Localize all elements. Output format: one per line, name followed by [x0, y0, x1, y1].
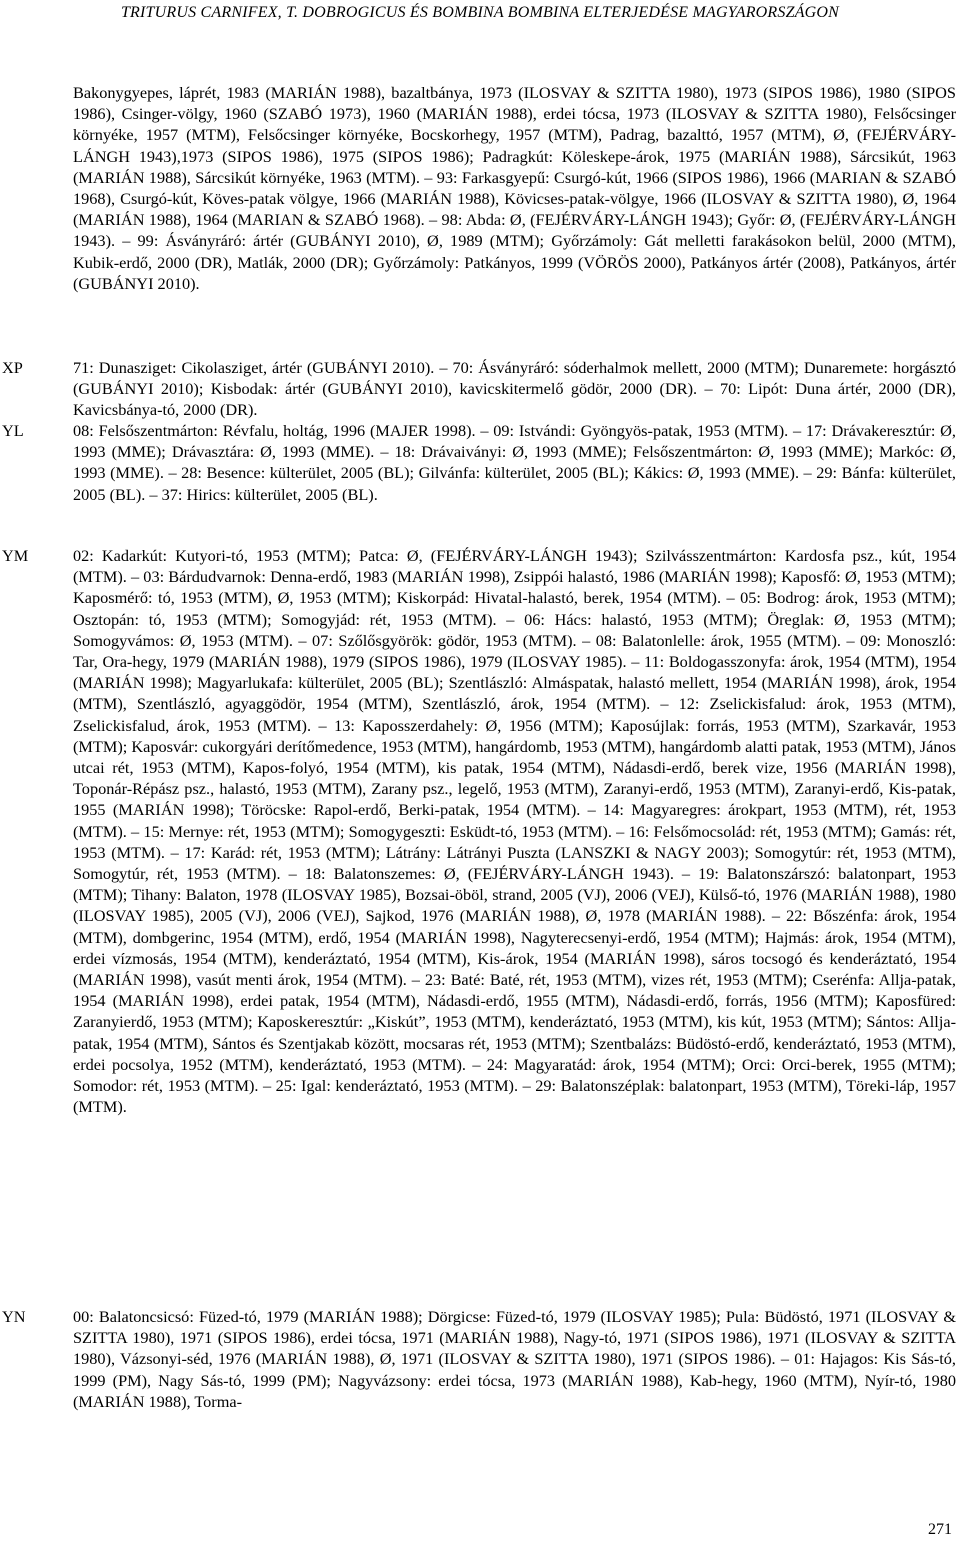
entry-text: 00: Balatoncsicsó: Füzed-tó, 1979 (MARIÁN 1988); Dörgicse: Füzed-tó, 1979 (ILOSVAY 1985); Pula: Büdöstó, 1971 (ILOSVAY & SZITTA 1980), 1971 (SIPOS 1986), erdei tócsa, 1971 (MARIÁN 1988), Nagy-tó, 1971 (SIPOS 1986), 1971 (ILOSVAY & SZITTA 1980), Vázsonyi-séd, 1976 (MARIÁN 1988), Ø, 1971 (ILOSVAY & SZITTA 1980), 1971 (SIPOS 1986). – 01: Hajagos: Kis Sás-tó, 1999 (PM), Nagy Sás-tó, 1999 (PM); Nagyvázsony: erdei tócsa, 1973 (MARIÁN 1988), Kab-hegy, 1960 (MTM), Nyír-tó, 1980 (MARIÁN 1988), Torma-	[73, 1307, 956, 1411]
grid-code: YN	[2, 1307, 26, 1326]
entry-text: 08: Felsőszentmárton: Révfalu, holtág, 1996 (MAJER 1998). – 09: Istvándi: Gyöngyös-patak, 1953 (MTM). – 17: Drávakeresztúr: Ø, 1993 (MME); Drávasztára: Ø, 1993 (MME). – 18: Drávaiványi: Ø, 1993 (MME); Felsőszentmárton: Ø, 1993 (MME); Markóc: Ø, 1993 (MME). – 28: Besence: külterület, 2005 (BL); Gilvánfa: külterület, 2005 (BL); Kákics: Ø, 1993 (MME). – 29: Bánfa: külterület, 2005 (BL). – 37: Hirics: külterület, 2005 (BL).	[73, 421, 956, 504]
running-header: TRITURUS CARNIFEX, T. DOBROGICUS ÉS BOMBINA BOMBINA ELTERJEDÉSE MAGYARORSZÁGON	[120, 4, 840, 21]
grid-code: XP	[2, 358, 23, 377]
grid-code: YL	[2, 421, 24, 440]
entry-text: Bakonygyepes, láprét, 1983 (MARIÁN 1988), bazaltbánya, 1973 (ILOSVAY & SZITTA 1980), 1973 (SIPOS 1986), 1980 (SIPOS 1986), Csinger-völgy, 1960 (SZABÓ 1973), 1960 (MARIÁN 1988), erdei tócsa, 1973 (ILOSVAY & SZITTA 1980), Felsőcsinger környéke, 1957 (MTM), Felsőcsinger környéke, Bocskorhegy, 1957 (MTM), Padrag, bazalttó, 1957 (MTM), Ø, (FEJÉRVÁRY-LÁNGH 1943),1973 (SIPOS 1986), 1975 (SIPOS 1986); Padragkút: Köleskepe-árok, 1975 (MARIÁN 1988), Sárcsikút, 1963 (MARIÁN 1988), Sárcsikút környéke, 1963 (MTM). – 93: Farkasgyepű: Csurgó-kút, 1966 (SIPOS 1986), 1966 (MARIAN & SZABÓ 1968), Csurgó-kút, Köves-patak völgye, 1966 (MARIÁN 1988), Kövicses-patak-völgye, 1966 (ILOSVAY & SZITTA 1980), Ø, 1964 (MARIÁN 1988), 1964 (MARIAN & SZABÓ 1968). – 98: Abda: Ø, (FEJÉRVÁRY-LÁNGH 1943); Győr: Ø, (FEJÉRVÁRY-LÁNGH 1943). – 99: Ásványráró: ártér (GUBÁNYI 2010), Ø, 1989 (MTM); Győrzámoly: Gát melletti farakásokon belül, 2000 (MTM), Kubik-erdő, 2000 (DR), Matlák, 2000 (DR); Győrzámoly: Patkányos, 1999 (VÖRÖS 2000), Patkányos ártér (2008), Patkányos, ártér (GUBÁNYI 2010).	[73, 83, 956, 293]
page-number: 271	[928, 1521, 952, 1538]
grid-code: YM	[2, 546, 29, 565]
entry-text: 02: Kadarkút: Kutyori-tó, 1953 (MTM); Patca: Ø, (FEJÉRVÁRY-LÁNGH 1943); Szilvásszentmárton: Kardosfa psz., kút, 1954 (MTM). – 03: Bárdudvarnok: Denna-erdő, 1983 (MARIÁN 1998), Zsippói halastó, 1986 (MARIÁN 1998); Kaposfő: Ø, 1953 (MTM); Kaposmérő: tó, 1953 (MTM), Ø, 1953 (MTM); Kiskorpád: Hivatal-halastó, berek, 1954 (MTM). – 05: Bodrog: árok, 1953 (MTM); Osztopán: tó, 1953 (MTM); Somogyjád: rét, 1953 (MTM). – 06: Hács: halastó, 1953 (MTM); Öreglak: Ø, 1953 (MTM); Somogyvámos: Ø, 1953 (MTM). – 07: Szőlősgyörök: gödör, 1953 (MTM). – 08: Balatonlelle: árok, 1955 (MTM). – 09: Monoszló: Tar, Ora-hegy, 1979 (MARIÁN 1988), 1979 (SIPOS 1986), 1979 (ILOSVAY 1985). – 11: Boldogasszonyfa: árok, 1954 (MTM), 1954 (MARIÁN 1998); Magyarlukafa: külterület, 2005 (BL); Szentlászló: Almáspatak, halastó mellett, 1954 (MARIÁN 1998), árok, 1954 (MTM), Szentlászló, agyaggödör, 1954 (MTM), Szentlászló, árok, 1954 (MTM). – 12: Zselickisfalud: árok, 1953 (MTM), Zselickisfalud, árok, 1953 (MTM). – 13: Kaposszerdahely: Ø, 1956 (MTM); Kaposújlak: forrás, 1953 (MTM), Szarkavár, 1953 (MTM); Kaposvár: cukorgyári derítőmedence, 1953 (MTM), hangárdomb, 1953 (MTM), hangárdomb alatti patak, 1953 (MTM), János utcai rét, 1953 (MTM), Kapos-folyó, 1954 (MTM), kis patak, 1954 (MTM), Nádasdi-erdő, berek vize, 1956 (MARIÁN 1998), Toponár-Répász psz., halastó, 1953 (MTM), Zarany psz., legelő, 1953 (MTM), Zaranyi-erdő, 1953 (MTM), Zaranyi-erdő, Kis-patak, 1955 (MARIÁN 1998); Töröcske: Rapol-erdő, Berki-patak, 1954 (MTM). – 14: Magyaregres: árokpart, 1953 (MTM), rét, 1953 (MTM). – 15: Mernye: rét, 1953 (MTM); Somogygeszti: Esküdt-tó, 1953 (MTM). – 16: Felsőmocsolád: rét, 1953 (MTM); Gamás: rét, 1953 (MTM). – 17: Karád: rét, 1953 (MTM); Látrány: Látrányi Puszta (LANSZKI & NAGY 2003); Somogytúr: rét, 1953 (MTM), Somogytúr, rét, 1953 (MTM). – 18: Balatonszemes: Ø, (FEJÉRVÁRY-LÁNGH 1943). – 19: Balatonszárszó: balatonpart, 1953 (MTM); Tihany: Balaton, 1978 (ILOSVAY 1985), Bozsai-öböl, strand, 2005 (VJ), 2006 (VEJ), Külső-tó, 1976 (MARIÁN 1988), 1980 (ILOSVAY 1985), 2005 (VJ), 2006 (VEJ), Sajkod, 1976 (MARIÁN 1988), Ø, 1978 (MARIÁN 1988). – 22: Bőszénfa: árok, 1954 (MTM), dombgerinc, 1954 (MTM), erdő, 1954 (MARIÁN 1998), Nagyterecsenyi-erdő, 1954 (MTM); Hajmás: árok, 1954 (MTM), erdei vízmosás, 1954 (MTM), kenderáztató, 1954 (MTM), Kis-árok, 1954 (MARIÁN 1998), sáros tocsogó és kenderáztató, 1954 (MARIÁN 1998), vasút menti árok, 1954 (MTM). – 23: Baté: Baté, rét, 1953 (MTM), vizes rét, 1953 (MTM); Cserénfa: Allja-patak, 1954 (MARIÁN 1998), erdei patak, 1954 (MTM), Nádasdi-erdő, 1955 (MTM), Nádasdi-erdő, forrás, 1956 (MTM); Kaposfüred: Zaranyierdő, 1953 (MTM); Kaposkeresztúr: „Kiskút”, 1953 (MTM), kenderáztató, 1953 (MTM), kis kút, 1953 (MTM); Sántos: Allja-patak, 1954 (MTM), Sántos és Szentjakab között, mocsaras rét, 1953 (MTM); Szentbalázs: Büdöstó-erdő, kenderáztató, 1953 (MTM), erdei pocsolya, 1952 (MTM), kenderáztató, 1953 (MTM). – 24: Magyaratád: árok, 1954 (MTM); Orci: Orci-berek, 1955 (MTM); Somodor: rét, 1953 (MTM). – 25: Igal: kenderáztató, 1953 (MTM). – 29: Balatonszéplak: balatonpart, 1953 (MTM), Töreki-láp, 1957 (MTM).	[73, 546, 956, 1117]
entry-text: 71: Dunasziget: Cikolasziget, ártér (GUBÁNYI 2010). – 70: Ásványráró: sóderhalmok mellett, 2000 (MTM); Dunaremete: horgásztó (GUBÁNYI 2010); Kisbodak: ártér (GUBÁNYI 2010), kavicskitermelő gödör, 2000 (DR). – 70: Lipót: Duna ártér, 2000 (DR), Kavicsbánya-tó, 2000 (DR).	[73, 358, 956, 420]
